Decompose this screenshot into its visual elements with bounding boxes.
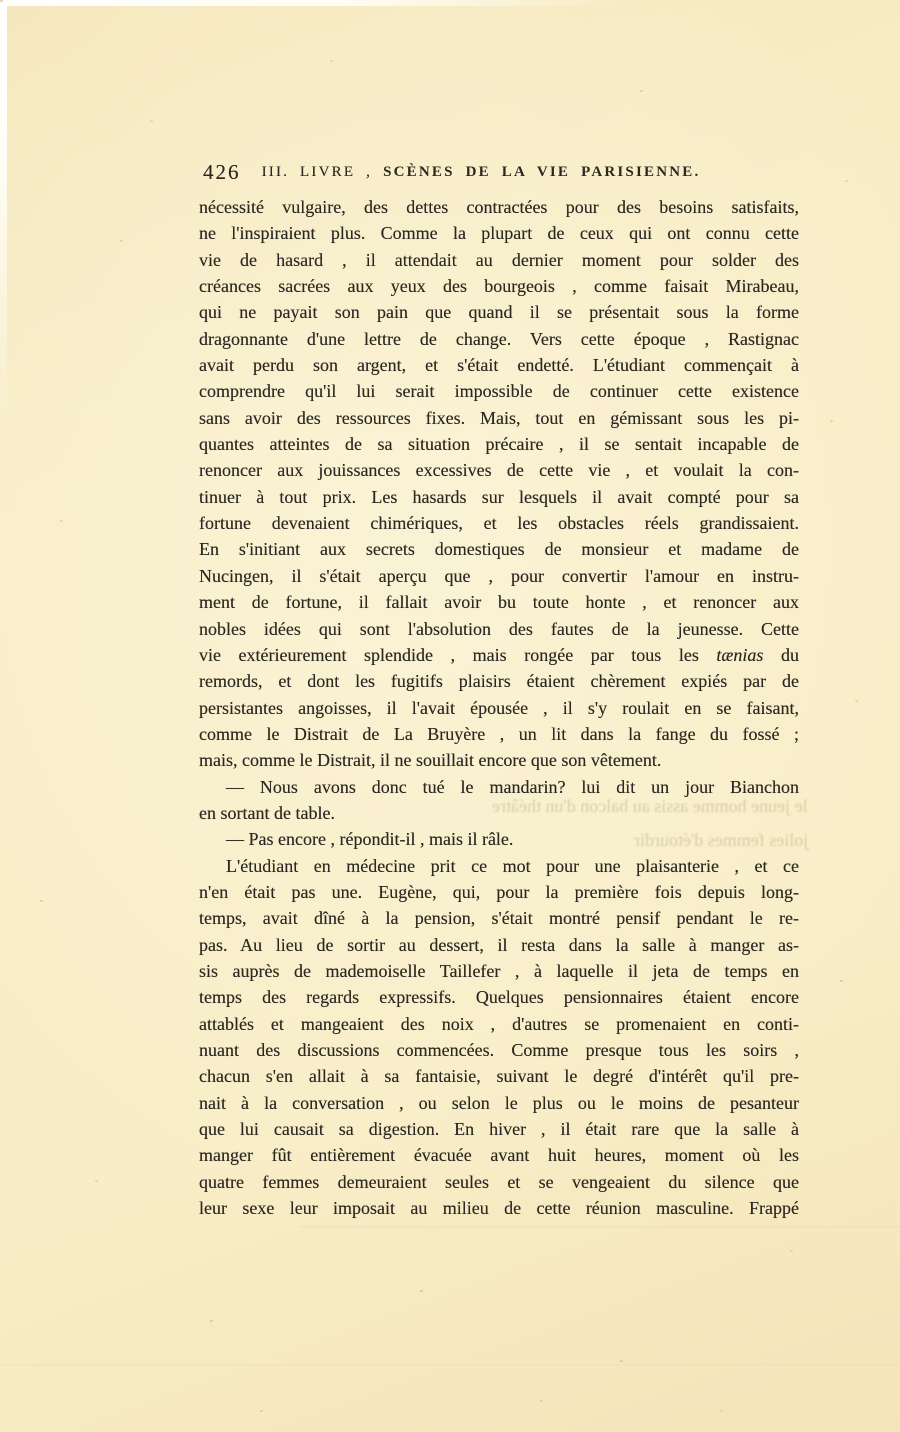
paper-crease	[0, 1364, 900, 1367]
text-line: mais, comme le Distrait, il ne souillait encore que son vêtement.	[199, 750, 662, 771]
text-line: L'étudiant en médecine prit ce mot pour une plaisanterie , et ce	[226, 855, 799, 876]
text-line: pas. Au lieu de sortir au dessert, il resta dans la salle à manger as-	[199, 934, 799, 955]
text-line: en sortant de table.	[199, 802, 335, 823]
text-line: En s'initiant aux secrets domestiques de monsieur et madame de	[199, 539, 799, 560]
text-line: attablés et mangeaient des noix , d'autres se promenaient en conti-	[199, 1013, 799, 1034]
running-head	[199, 160, 799, 192]
text-line: sis auprès de mademoiselle Taillefer , à laquelle il jeta de temps en	[199, 960, 799, 981]
running-title	[181, 164, 781, 181]
text-line: Nucingen, il s'était aperçu que , pour convertir l'amour en instru-	[199, 565, 799, 586]
text-line: qui ne payait son pain que quand il se présentait sous la forme	[199, 302, 799, 323]
text-line: — Nous avons donc tué le mandarin? lui dit un jour Bianchon	[226, 776, 799, 797]
text-line: nait à la conversation , ou selon le plus ou le moins de pesanteur	[199, 1092, 799, 1113]
bleedthrough-line: le jeune homme assis au balcon d'un théâtre	[492, 796, 808, 816]
text-line: quantes atteintes de sa situation précaire , il se sentait incapable de	[199, 434, 799, 455]
text-line: sans avoir des ressources fixes. Mais, tout en gémissant sous les pi-	[199, 407, 799, 428]
text-line: comprendre qu'il lui serait impossible de continuer cette existence	[199, 381, 799, 402]
text-line: fortune devenaient chimériques, et les obstacles réels grandissaient.	[199, 513, 799, 534]
page-number: 426	[203, 160, 241, 184]
text-line: manger fût entièrement évacuée avant huit heures, moment où les	[199, 1145, 799, 1166]
text-line: n'en était pas une. Eugène, qui, pour la première fois depuis long-	[199, 881, 799, 902]
text-line: nobles idées qui sont l'absolution des fautes de la jeunesse. Cette	[199, 618, 799, 639]
text-line: vie de hasard , il attendait au dernier moment pour solder des	[199, 249, 799, 270]
text-line: renoncer aux jouissances excessives de cette vie , et voulait la con-	[199, 460, 799, 481]
text-line: quatre femmes demeuraient seules et se vengeaient du silence que	[199, 1171, 799, 1192]
text-line: vie extérieurement splendide , mais rongée par tous les tænias du	[199, 644, 799, 665]
running-title-book: III. LIVRE ,	[261, 164, 373, 180]
text-line: ment de fortune, il fallait avoir bu toute honte , et renoncer aux	[199, 592, 799, 613]
text-line: créances sacrées aux yeux des bourgeois , comme faisait Mirabeau,	[199, 276, 799, 297]
text-line: ne l'inspiraient plus. Comme la plupart de ceux qui ont connu cette	[199, 223, 799, 244]
paragraph	[199, 774, 799, 827]
text-line: temps des regards expressifs. Quelques pensionnaires étaient encore	[199, 987, 799, 1008]
text-line: comme le Distrait de La Bruyère , un lit dans la fange du fossé ;	[199, 723, 799, 744]
paragraph	[199, 826, 799, 852]
text-line: que lui causait sa digestion. En hiver , il était rare que la salle à	[199, 1119, 799, 1140]
running-title-section: SCÈNES DE LA VIE PARISIENNE.	[383, 164, 701, 180]
text-line: nécessité vulgaire, des dettes contractées pour des besoins satisfaits,	[199, 197, 799, 217]
text-line: dragonnante d'une lettre de change. Vers cette époque , Rastignac	[199, 328, 799, 349]
paragraph	[199, 194, 799, 774]
text-line: leur sexe leur imposait au milieu de cette réunion masculine. Frappé	[199, 1198, 799, 1219]
text-block	[199, 194, 799, 1221]
text-line: tinuer à tout prix. Les hasards sur lesquels il avait compté pour sa	[199, 486, 799, 507]
text-line: — Pas encore , répondit-il , mais il râle.	[226, 829, 514, 850]
paper-crease	[300, 1226, 900, 1229]
text-line: chacun s'en allait à sa fantaisie, suivant le degré d'intérêt qu'il pre-	[199, 1066, 799, 1087]
text-line: nuant des discussions commencées. Comme presque tous les soirs ,	[199, 1040, 799, 1060]
text-line: avait perdu son argent, et s'était endetté. L'étudiant commençait à	[199, 355, 799, 376]
text-line: temps, avait dîné à la pension, s'était montré pensif pendant le re-	[199, 908, 799, 929]
text-line: persistantes angoisses, il l'avait épousée , il s'y roulait en se faisant,	[199, 697, 799, 718]
text-line: remords, et dont les fugitifs plaisirs étaient chèrement expiés par de	[199, 671, 799, 692]
bleedthrough-line: jolies femmes d'étourdir	[633, 830, 808, 850]
paragraph	[199, 853, 799, 1222]
